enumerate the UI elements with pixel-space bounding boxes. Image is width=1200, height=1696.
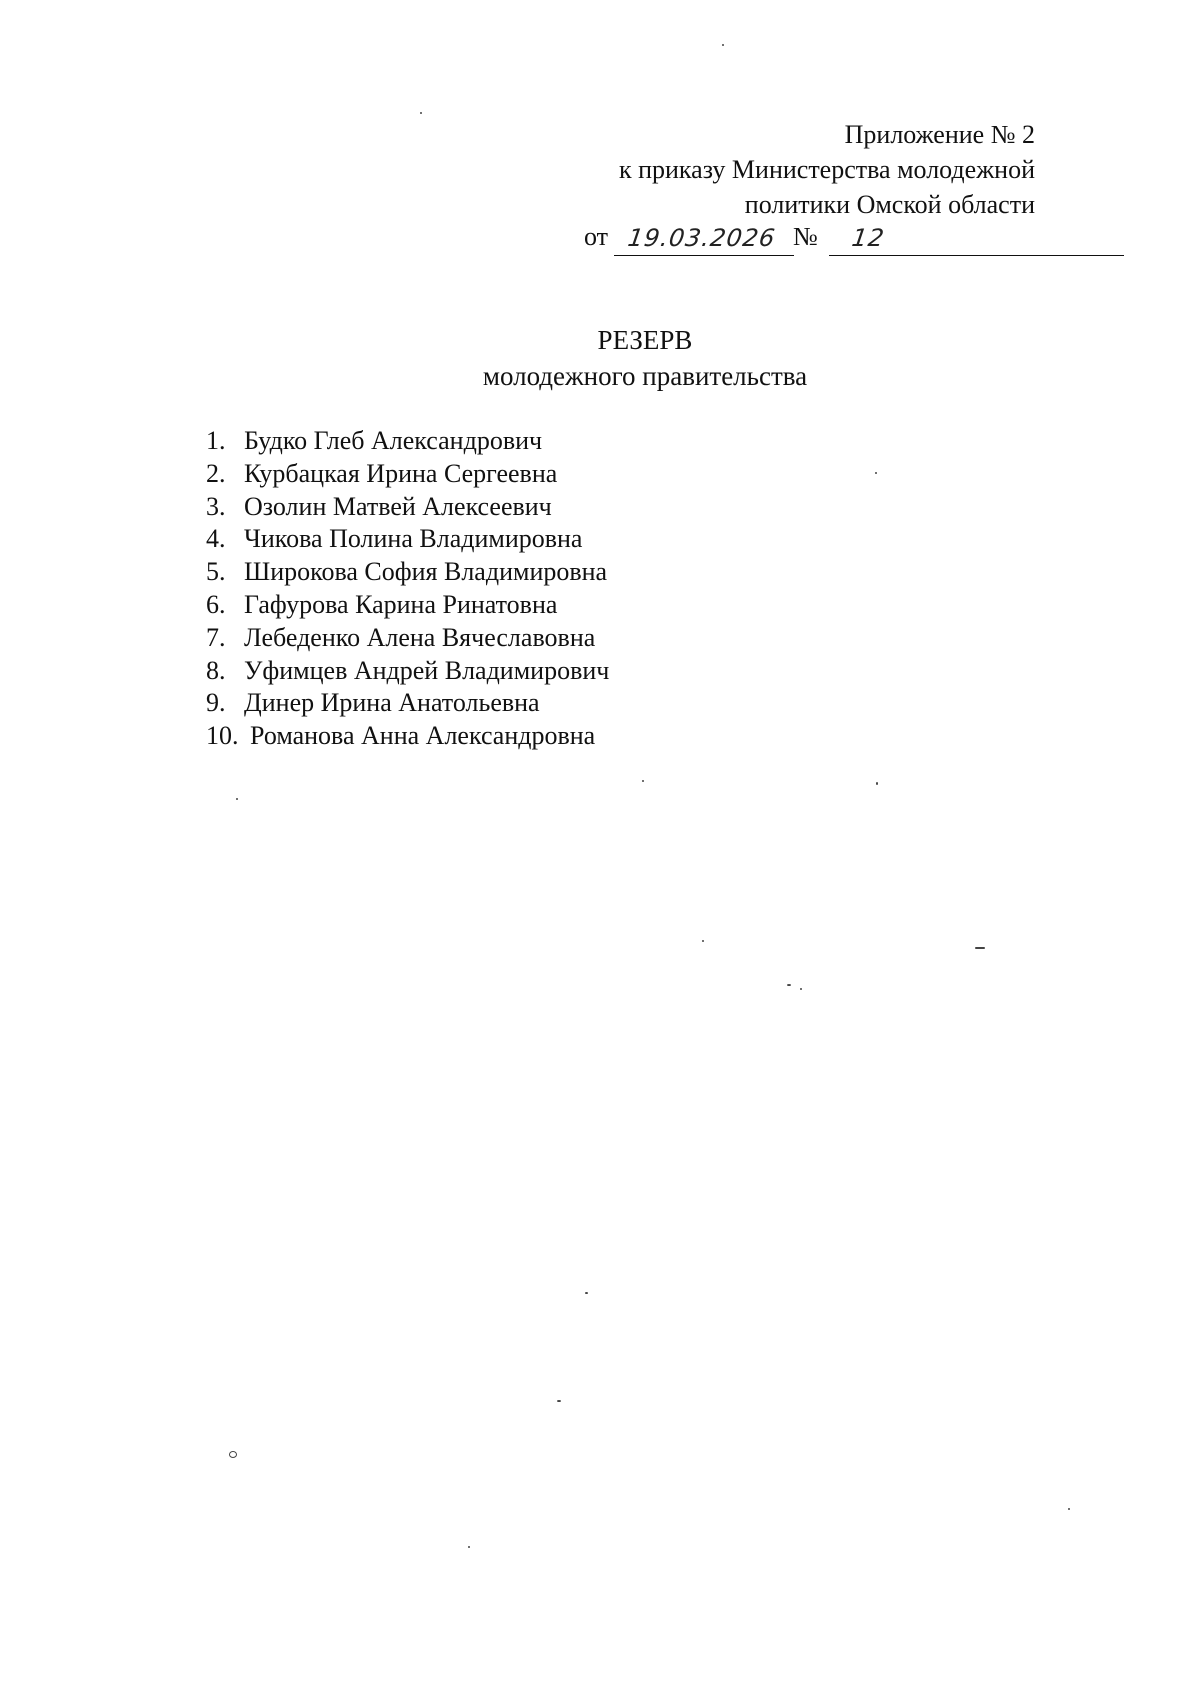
scan-speck <box>875 472 877 474</box>
list-item-number: 6. <box>206 589 226 619</box>
list-item-number: 1. <box>206 426 226 455</box>
list-item-name: Динер Ирина Анатольевна <box>244 688 540 718</box>
list-item-name: Озолин Матвей Алексеевич <box>244 491 552 521</box>
list-item-number: 9. <box>206 688 226 718</box>
title-subtitle: молодежного правительства <box>482 361 808 391</box>
list-item-name: Курбацкая Ирина Сергеевна <box>244 458 558 488</box>
scan-speck <box>585 1292 588 1294</box>
scan-speck <box>800 988 802 990</box>
list-item-name: Романова Анна Александровна <box>250 721 596 751</box>
scan-speck <box>229 1451 237 1458</box>
appendix-number: Приложение № 2 <box>844 120 1035 149</box>
document-title <box>0 322 1200 394</box>
list-item-name: Лебеденко Алена Вячеславовна <box>244 622 596 652</box>
scan-speck <box>787 984 791 986</box>
list-item <box>206 523 609 556</box>
order-number-handwritten: 12 <box>850 224 887 252</box>
list-item-number: 4. <box>206 524 226 554</box>
list-item-number: 5. <box>206 557 226 587</box>
scan-speck <box>702 940 704 942</box>
members-list <box>206 425 609 753</box>
list-item-name: Чикова Полина Владимировна <box>244 524 583 554</box>
list-item-number: 3. <box>206 491 226 521</box>
list-item-number: 10. <box>206 721 239 751</box>
list-item-name: Широкова София Владимировна <box>244 557 608 587</box>
list-item <box>206 556 609 589</box>
order-from-label: от <box>584 222 609 251</box>
scan-speck <box>557 1400 561 1402</box>
title-main: РЕЗЕРВ <box>597 325 693 355</box>
order-date-handwritten: 19.03.2026 <box>626 224 778 252</box>
order-date-number-line <box>584 218 1124 258</box>
scan-speck <box>642 780 644 782</box>
scan-speck <box>722 44 724 46</box>
list-item-number: 2. <box>206 458 226 488</box>
scan-speck <box>975 947 985 949</box>
list-item-number: 7. <box>206 622 226 652</box>
appendix-header <box>619 117 1035 222</box>
scan-speck <box>420 112 422 114</box>
list-item-name: Уфимцев Андрей Владимирович <box>244 655 610 685</box>
scan-speck <box>876 782 878 785</box>
list-item <box>206 720 609 753</box>
scan-speck <box>468 1546 470 1548</box>
list-item <box>206 491 609 524</box>
list-item <box>206 622 609 655</box>
list-item-name: Гафурова Карина Ринатовна <box>244 589 558 619</box>
list-item <box>206 655 609 688</box>
list-item-number: 8. <box>206 655 226 685</box>
list-item <box>206 458 609 491</box>
scan-speck <box>236 798 238 800</box>
appendix-ministry: политики Омской области <box>744 190 1035 219</box>
list-item-name: Будко Глеб Александрович <box>244 426 543 455</box>
scan-speck <box>1068 1508 1070 1510</box>
appendix-order-ref: к приказу Министерства молодежной <box>618 155 1035 184</box>
list-item <box>206 687 609 720</box>
list-item <box>206 589 609 622</box>
order-number-label: № <box>793 222 818 251</box>
list-item <box>206 425 609 458</box>
